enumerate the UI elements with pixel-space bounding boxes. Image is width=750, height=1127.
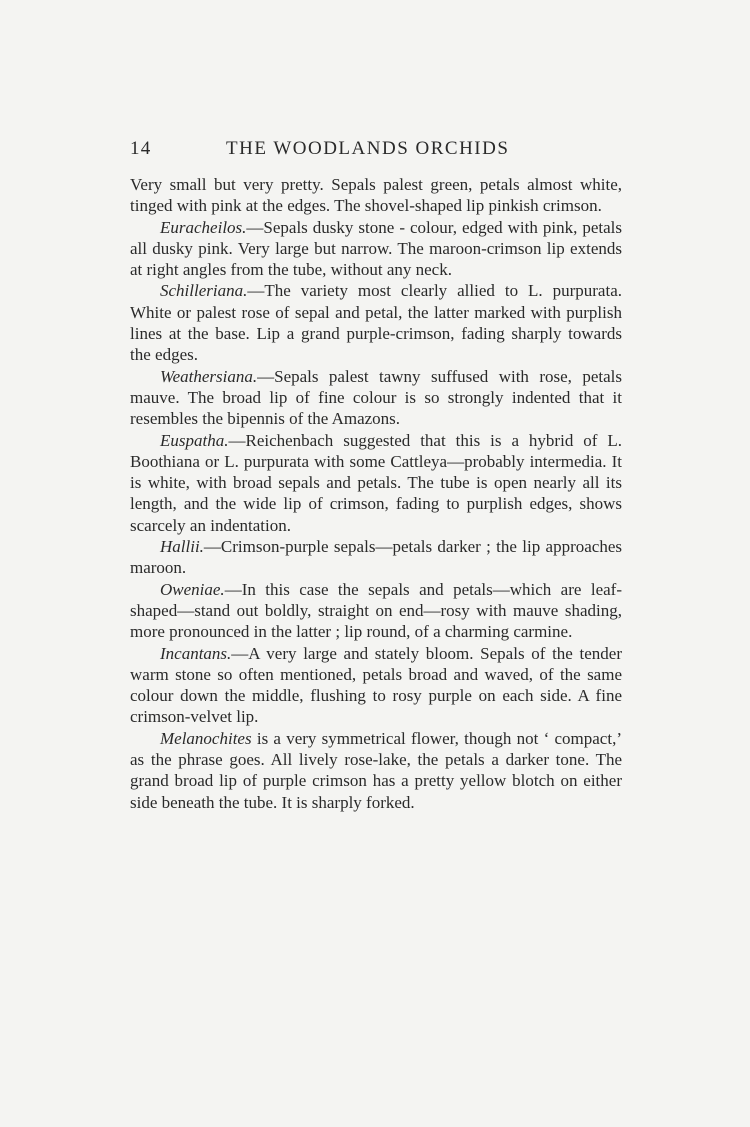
paragraph-text: is a very symmetrical flower, though not ‘ compact,’ as the phrase goes. All lively rose-lake, the petals a darker tone. The grand broad lip of purple crimson has a pretty yellow blotch on either side beneath the tube. It is sharply forked. [130, 728, 622, 812]
paragraph-melanochites [130, 728, 622, 813]
variety-name: Schilleriana. [160, 281, 248, 301]
paragraph-euracheilos [130, 217, 622, 281]
page-number: 14 [130, 138, 152, 159]
paragraph-text: —The variety most clearly allied to L. purpurata. White or palest rose of sepal and petal, the latter marked with purplish lines at the base. Lip a grand purple-crimson, fading sharply towards the edges. [130, 281, 622, 365]
variety-name: Euracheilos. [160, 217, 247, 237]
variety-name: Weathersiana. [160, 366, 258, 386]
variety-name: Euspatha. [160, 430, 229, 450]
paragraph-text: —Sepals palest tawny suffused with rose, petals mauve. The broad lip of fine colour is so strongly indented that it resembles the bipennis of the Amazons. [130, 366, 622, 429]
paragraph-text: —Reichenbach suggested that this is a hybrid of L. Boothiana or L. purpurata with some Cattleya—probably intermedia. It is white, with broad sepals and petals. The tube is open nearly all its length, and the wide lip of crimson, fading to purplish edges, shows scarcely an indentation. [130, 430, 622, 535]
paragraph-text: —Crimson-purple sepals—petals darker ; the lip approaches maroon. [130, 537, 622, 578]
paragraph-incantans [130, 643, 622, 728]
paragraph-schilleriana [130, 280, 622, 365]
paragraph-intro [130, 174, 622, 217]
variety-name: Incantans. [160, 643, 232, 663]
paragraph-weathersiana [130, 366, 622, 430]
paragraph-text: —A very large and stately bloom. Sepals of the tender warm stone so often mentioned, petals broad and waved, of the same colour down the middle, flushing to rosy purple on each side. A fine crimson-velvet lip. [130, 643, 622, 727]
paragraph-text: —Sepals dusky stone - colour, edged with pink, petals all dusky pink. Very large but narrow. The maroon-crimson lip extends at right angles from the tube, without any neck. [130, 217, 622, 280]
variety-name: Hallii. [160, 537, 204, 557]
paragraph-text: —In this case the sepals and petals—which are leaf-shaped—stand out boldly, straight on end—rosy with mauve shading, more pronounced in the latter ; lip round, of a charming carmine. [130, 579, 622, 642]
running-title: THE WOODLANDS ORCHIDS [226, 138, 510, 159]
body-text [130, 174, 622, 813]
paragraph-hallii [130, 536, 622, 579]
paragraph-text: Very small but very pretty. Sepals palest green, petals almost white, tinged with pink at the edges. The shovel-shaped lip pinkish crimson. [130, 175, 622, 216]
paragraph-euspatha [130, 430, 622, 536]
variety-name: Oweniae. [160, 579, 225, 599]
variety-name: Melanochites [160, 728, 252, 748]
paragraph-oweniae [130, 579, 622, 643]
